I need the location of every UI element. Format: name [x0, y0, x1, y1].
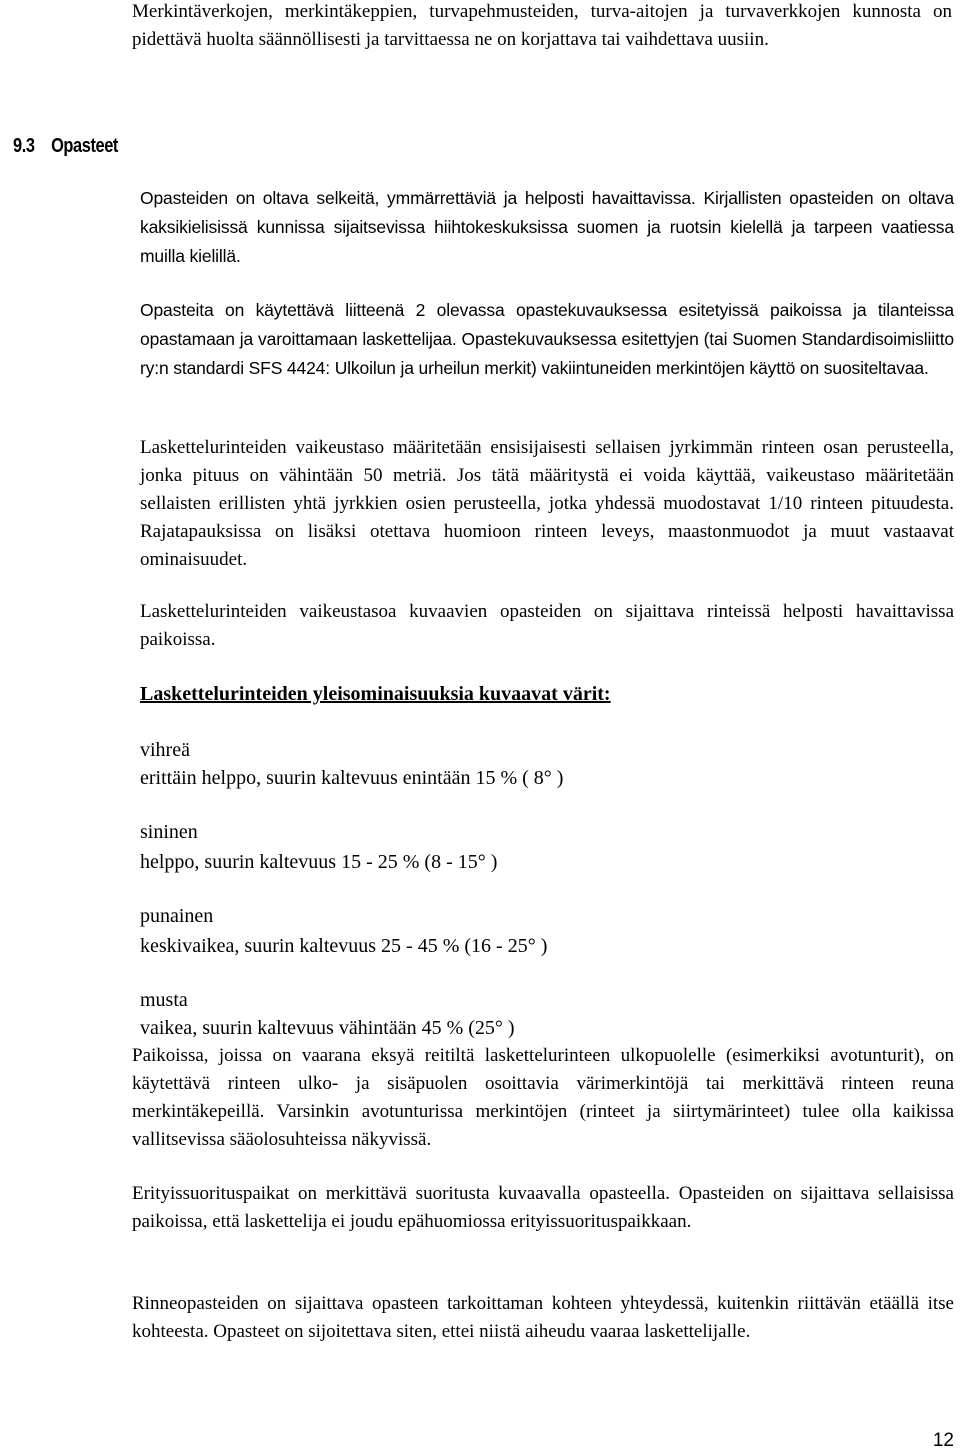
- color-name-blue: sininen: [140, 821, 198, 843]
- section-title: Opasteet: [51, 135, 118, 157]
- color-description-black: vaikea, suurin kaltevuus vähintään 45 % (25° ): [140, 1017, 515, 1039]
- page-number: 12: [932, 1430, 954, 1451]
- section-number: 9.3: [13, 135, 35, 157]
- color-name-green: vihreä: [140, 739, 190, 761]
- paragraph-rest: Varsinkin avotunturissa merkintöjen (rinteet ja siirtymärinteet) tulee olla kaikissa vallitsevissa sääolosuhteissa näkyvissä.: [132, 1101, 954, 1150]
- intro-paragraph: Merkintäverkojen, merkintäkeppien, turvapehmusteiden, turva-aitojen ja turvaverkkojen kunnosta on pidettävä huolta säännöllisesti ja tarvittaessa ne on korjattava tai vaihdettava uusiin.: [132, 1, 952, 50]
- paragraph-lead: Opasteita on käytettävä liitteenä 2 olevassa opastekuvauksessa esitetyissä paikoissa ja tilanteissa opastamaan ja varoittamaan laskettelijaa.: [140, 300, 954, 349]
- paragraph-difficulty-signs: Laskettelurinteiden vaikeustasoa kuvaavien opasteiden on sijaittava rinteissä helposti havaittavissa paikoissa.: [140, 601, 954, 650]
- color-description-blue: helppo, suurin kaltevuus 15 - 25 % (8 - 15° ): [140, 851, 498, 873]
- color-name-red: punainen: [140, 905, 214, 927]
- color-description-green: erittäin helppo, suurin kaltevuus enintään 15 % ( 8° ): [140, 767, 564, 789]
- paragraph-rest: Kirjallisten opasteiden on oltava kaksikielisissä kunnissa sijaitsevissa hiihtokeskuksissa suomen ja ruotsin kielellä ja tarpeen vaatiessa muilla kielillä.: [140, 188, 954, 266]
- section-heading: [13, 132, 118, 160]
- paragraph-slope-sign-placement: Rinneopasteiden on sijaittava opasteen tarkoittaman kohteen yhteydessä, kuitenkin riittävän etäällä itse kohteesta. Opasteet on sijoitettava siten, ettei niistä aiheudu vaaraa laskettelijalle.: [132, 1293, 954, 1342]
- color-description-red: keskivaikea, suurin kaltevuus 25 - 45 % (16 - 25° ): [140, 935, 548, 957]
- paragraph-lead: Opasteiden on oltava selkeitä, ymmärrettäviä ja helposti havaittavissa.: [140, 188, 704, 208]
- paragraph-difficulty-level: Laskettelurinteiden vaikeustaso määritetään ensisijaisesti sellaisen jyrkimmän rinteen osan perusteella, jonka pituus on vähintään 50 metriä. Jos tätä määritystä ei voida käyttää, vaikeustaso määritetään sellaisten erillisten yhtä jyrkkien osien perusteella, jotka yhdessä muodostavat 1/10 rinteen pituudesta. Rajatapauksissa on lisäksi otettava huomioon rinteen leveys, maastonmuodot ja muut vastaavat ominaisuudet.: [140, 437, 954, 570]
- paragraph-opasteet-readability: [140, 184, 954, 271]
- paragraph-lead: Paikoissa, joissa on vaarana eksyä reitiltä laskettelurinteen ulkopuolelle (esimerkiksi avotunturit), on käytettävä rinteen ulko- ja sisäpuolen osoittavia värimerkintöjä tai merkittävä rinteen reuna merkintäkepeillä.: [132, 1045, 954, 1122]
- paragraph-special-performance: Erityissuorituspaikat on merkittävä suoritusta kuvaavalla opasteella. Opasteiden on sijaittava sellaisissa paikoissa, että laskettelija ei joudu epähuomiossa erityissuorituspaikkaan.: [132, 1183, 954, 1232]
- paragraph-rest: Opastekuvauksessa esitettyjen (tai Suomen Standardisoimisliitto ry:n standardi SFS 4424: Ulkoilun ja urheilun merkit) vakiintuneiden merkintöjen käyttö on suositeltavaa.: [140, 329, 954, 378]
- color-name-black: musta: [140, 989, 188, 1011]
- paragraph-opasteet-usage: [140, 296, 954, 383]
- colors-heading: Laskettelurinteiden yleisominaisuuksia kuvaavat värit:: [140, 683, 611, 705]
- paragraph-off-piste-marking: [132, 1042, 954, 1154]
